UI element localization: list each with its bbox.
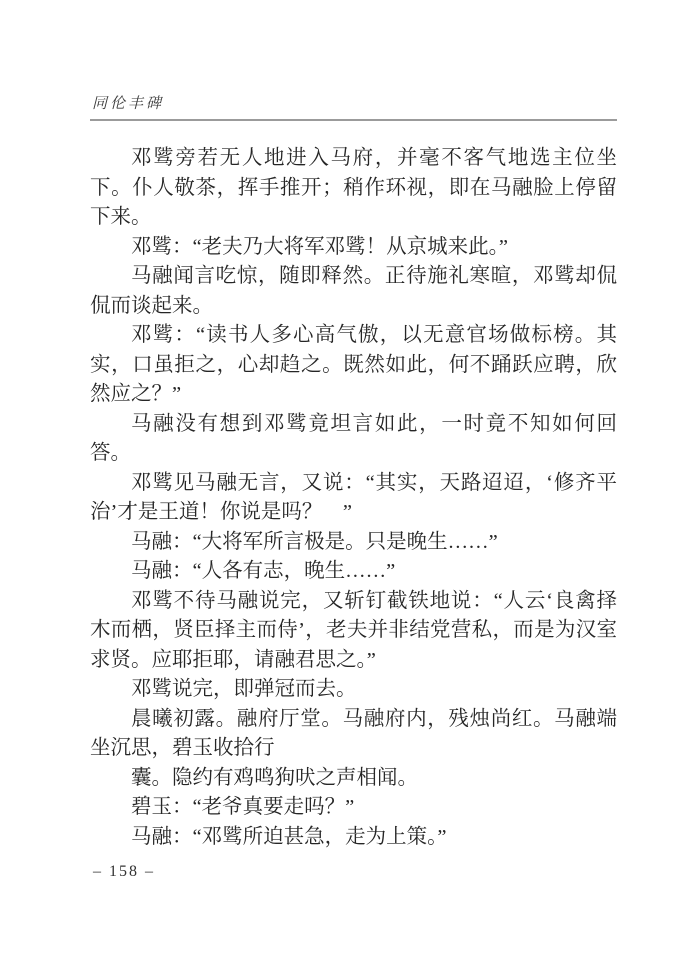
body-text xyxy=(90,144,617,852)
paragraph: 邓骘：“老夫乃大将军邓骘！从京城来此。” xyxy=(131,235,508,258)
running-header: 同伦丰碑 xyxy=(92,96,165,112)
paragraph: 邓骘说完，即弹冠而去。 xyxy=(131,678,357,700)
paragraph: 邓骘不待马融说完，又斩钉截铁地说：“人云‘良禽择木而栖，贤臣择主而侍’，老夫并非结党营私，而是为汉室求贤。应耶拒耶，请融君思之。” xyxy=(90,589,617,671)
paragraph: 碧玉：“老爷真要走吗？” xyxy=(131,796,355,818)
paragraph: 马融：“大将军所言极是。只是晚生……” xyxy=(131,530,498,553)
paragraph: 邓骘见马融无言，又说：“其实，天路迢迢，‘修齐平治’才是王道！你说是吗？ ” xyxy=(90,471,617,523)
paragraph: 马融闻言吃惊，随即释然。正待施礼寒暄，邓骘却侃侃而谈起来。 xyxy=(90,265,617,317)
paragraph: 晨曦初露。融府厅堂。马融府内，残烛尚红。马融端坐沉思，碧玉收拾行 xyxy=(90,707,617,759)
page-number: – 158 – xyxy=(93,863,155,880)
paragraph: 马融没有想到邓骘竟坦言如此，一时竟不知如何回答。 xyxy=(90,412,617,464)
paragraph: 马融：“邓骘所迫甚急，走为上策。” xyxy=(131,825,447,848)
paragraph: 囊。隐约有鸡鸣狗吠之声相闻。 xyxy=(131,766,418,789)
paragraph: 马融：“人各有志，晚生……” xyxy=(131,560,396,582)
paragraph: 邓骘旁若无人地进入马府，并毫不客气地选主位坐下。仆人敬茶，挥手推开；稍作环视，即在马融脸上停留下来。 xyxy=(90,147,617,228)
paragraph: 邓骘：“读书人多心高气傲，以无意官场做标榜。其实，口虽拒之，心却趋之。既然如此，何不踊跃应聘，欣然应之？” xyxy=(90,324,617,405)
header-rule xyxy=(90,119,617,121)
